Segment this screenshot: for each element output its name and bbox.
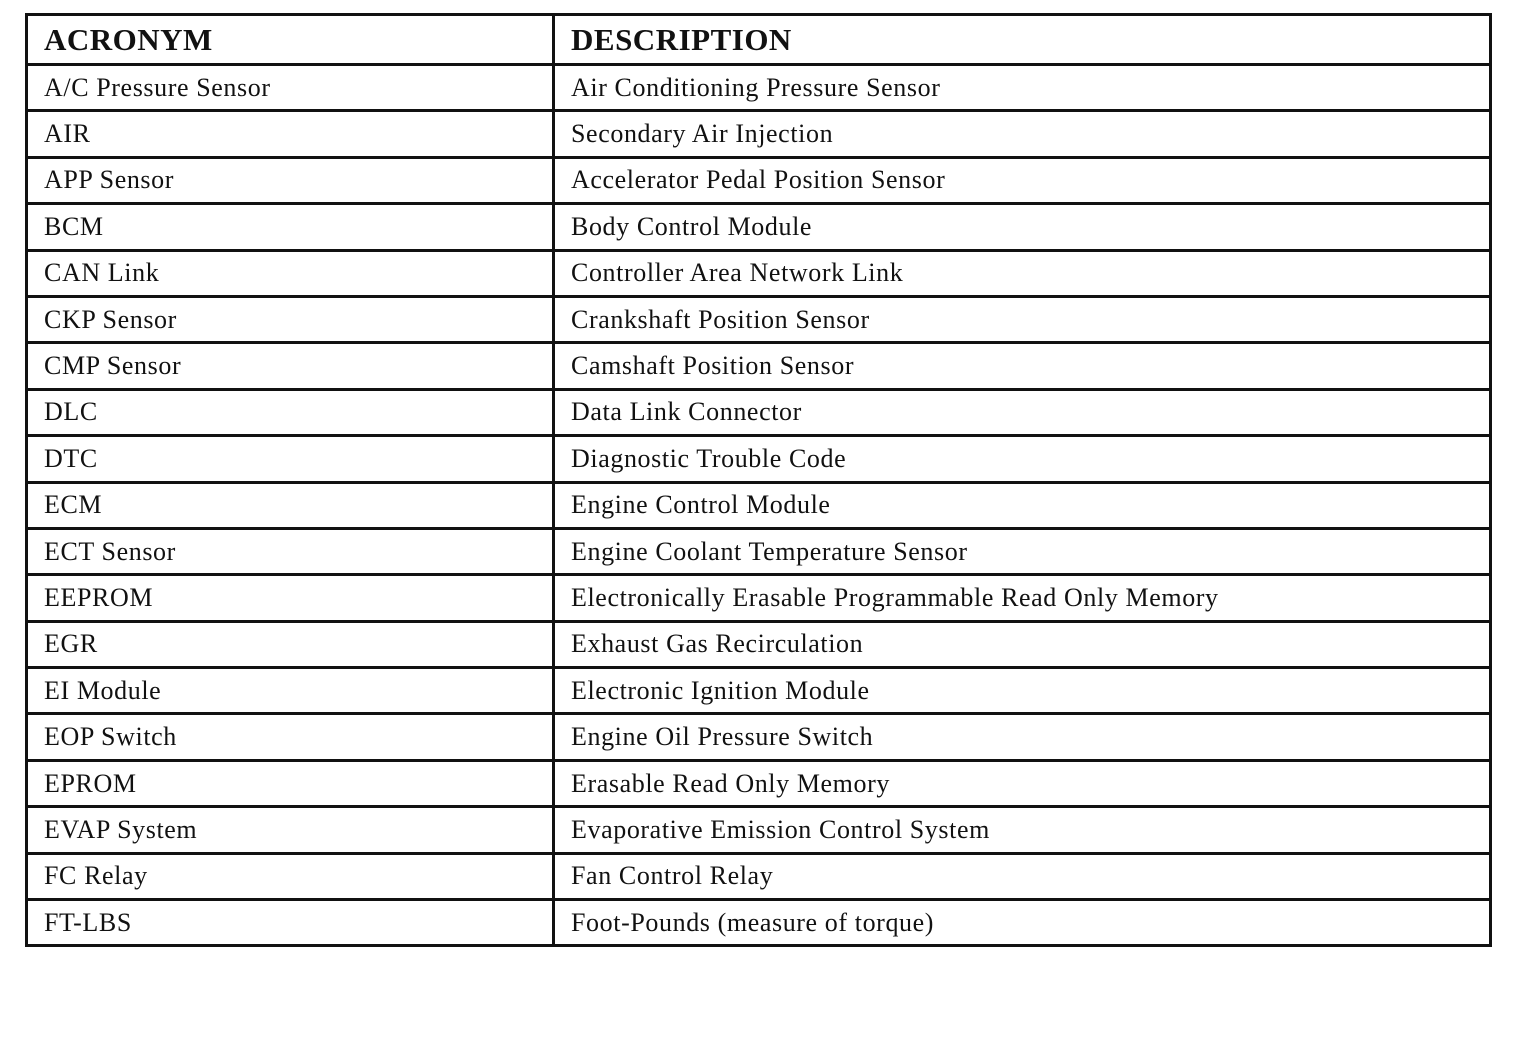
acronym-cell: FT-LBS <box>27 900 554 946</box>
acronym-cell: EGR <box>27 621 554 667</box>
acronym-cell: EEPROM <box>27 575 554 621</box>
description-cell: Accelerator Pedal Position Sensor <box>554 157 1491 203</box>
table-row <box>27 389 1491 435</box>
acronym-cell: DLC <box>27 389 554 435</box>
acronym-cell: CAN Link <box>27 250 554 296</box>
acronym-cell: EVAP System <box>27 807 554 853</box>
description-cell: Evaporative Emission Control System <box>554 807 1491 853</box>
table-row <box>27 853 1491 899</box>
acronym-cell: CKP Sensor <box>27 296 554 342</box>
acronym-cell: APP Sensor <box>27 157 554 203</box>
table-header <box>27 15 1491 65</box>
table-row <box>27 65 1491 111</box>
acronym-cell: A/C Pressure Sensor <box>27 65 554 111</box>
table-row <box>27 343 1491 389</box>
table-row <box>27 482 1491 528</box>
acronym-table <box>25 13 1492 947</box>
description-cell: Engine Coolant Temperature Sensor <box>554 528 1491 574</box>
acronym-cell: ECT Sensor <box>27 528 554 574</box>
table-row <box>27 668 1491 714</box>
acronym-cell: CMP Sensor <box>27 343 554 389</box>
header-row <box>27 15 1491 65</box>
description-cell: Crankshaft Position Sensor <box>554 296 1491 342</box>
table-body <box>27 65 1491 946</box>
description-cell: Electronic Ignition Module <box>554 668 1491 714</box>
table-row <box>27 807 1491 853</box>
column-header-acronym: ACRONYM <box>27 15 554 65</box>
description-cell: Body Control Module <box>554 204 1491 250</box>
description-cell: Foot-Pounds (measure of torque) <box>554 900 1491 946</box>
description-cell: Engine Oil Pressure Switch <box>554 714 1491 760</box>
description-cell: Exhaust Gas Recirculation <box>554 621 1491 667</box>
description-cell: Controller Area Network Link <box>554 250 1491 296</box>
table-row <box>27 157 1491 203</box>
description-cell: Fan Control Relay <box>554 853 1491 899</box>
table-row <box>27 111 1491 157</box>
table-row <box>27 714 1491 760</box>
description-cell: Secondary Air Injection <box>554 111 1491 157</box>
description-cell: Engine Control Module <box>554 482 1491 528</box>
acronym-cell: DTC <box>27 436 554 482</box>
acronym-cell: EPROM <box>27 760 554 806</box>
column-header-description: DESCRIPTION <box>554 15 1491 65</box>
description-cell: Camshaft Position Sensor <box>554 343 1491 389</box>
acronym-cell: BCM <box>27 204 554 250</box>
table-row <box>27 296 1491 342</box>
acronym-cell: EI Module <box>27 668 554 714</box>
acronym-cell: ECM <box>27 482 554 528</box>
table-row <box>27 575 1491 621</box>
table-row <box>27 204 1491 250</box>
description-cell: Diagnostic Trouble Code <box>554 436 1491 482</box>
table-row <box>27 760 1491 806</box>
table-row <box>27 900 1491 946</box>
description-cell: Data Link Connector <box>554 389 1491 435</box>
table-row <box>27 436 1491 482</box>
acronym-cell: EOP Switch <box>27 714 554 760</box>
acronym-cell: FC Relay <box>27 853 554 899</box>
acronym-cell: AIR <box>27 111 554 157</box>
table-row <box>27 528 1491 574</box>
table-row <box>27 250 1491 296</box>
description-cell: Electronically Erasable Programmable Read Only Memory <box>554 575 1491 621</box>
description-cell: Air Conditioning Pressure Sensor <box>554 65 1491 111</box>
description-cell: Erasable Read Only Memory <box>554 760 1491 806</box>
table-row <box>27 621 1491 667</box>
